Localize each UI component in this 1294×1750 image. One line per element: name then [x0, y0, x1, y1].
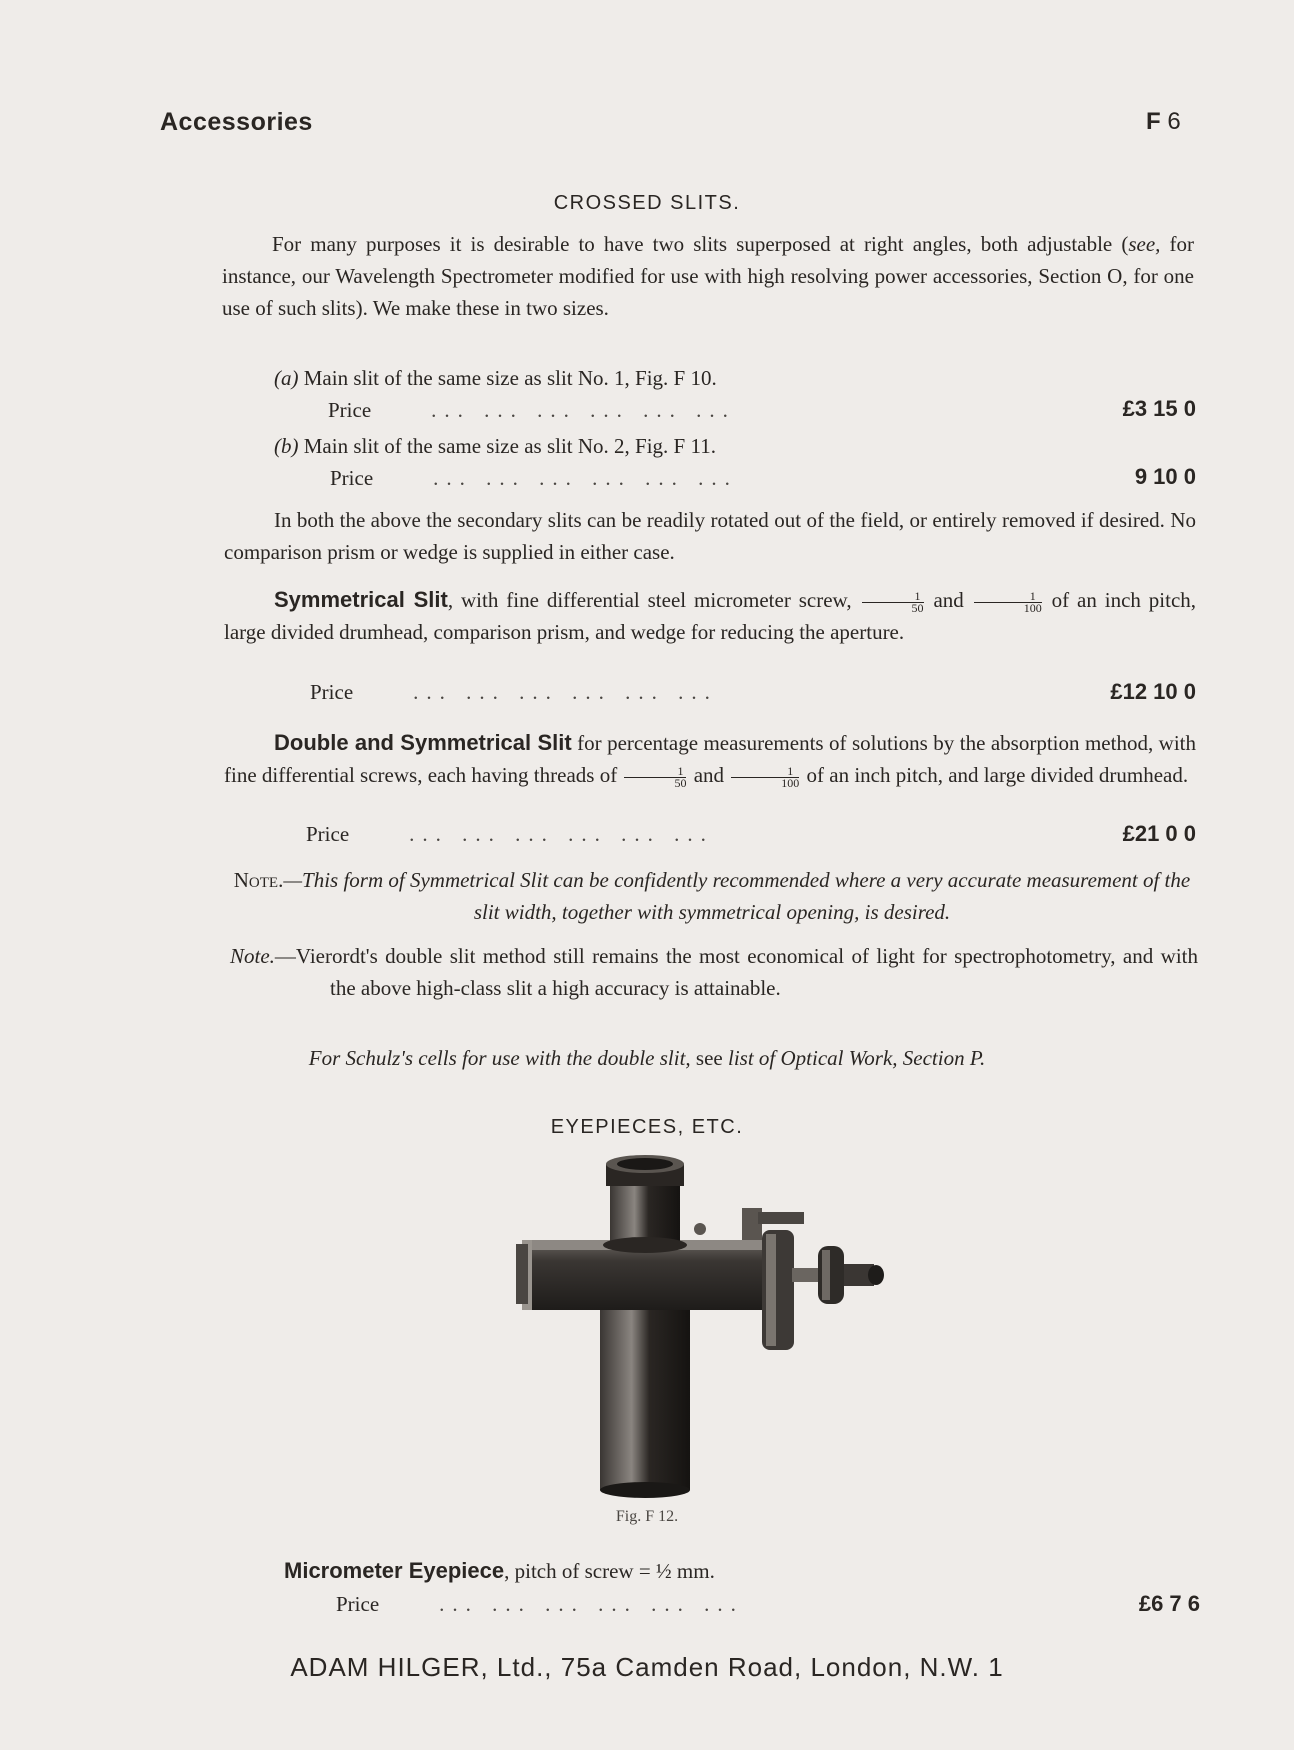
price-b: 9 10 0 [1134, 464, 1196, 489]
intro-part-1: For many purposes it is desirable to have two slits superposed at right angles, both adjustable ( [272, 232, 1129, 256]
intro-part-2: for instance, our Wavelength Spectrometer modified for use with high resolving power accessories, Section O, for one use of such slits). We make these in two sizes. [222, 232, 1194, 320]
double-slit-description [224, 727, 1196, 791]
section-heading: Accessories [160, 108, 313, 136]
price-row-b [330, 466, 1050, 491]
fraction-1-50: $\frac{1}{50}$ [624, 766, 686, 789]
price-label: Price [306, 822, 350, 846]
micrometer-eyepiece-name: Micrometer Eyepiece [284, 1558, 505, 1583]
crossed-slits-intro [222, 228, 1194, 324]
slit-option-b [274, 434, 716, 459]
fraction-1-100: $\frac{1}{100}$ [731, 766, 799, 789]
leader-dots: ... ... ... ... ... ... [439, 1592, 744, 1616]
micrometer-eyepiece-description [284, 1558, 715, 1584]
desc-part-1: , with fine differential steel micrometer screw, [447, 588, 852, 612]
fraction-1-50: $\frac{1}{50}$ [862, 591, 924, 614]
figure-caption: Fig. F 12. [615, 1508, 679, 1525]
desc-text: , pitch of screw = ½ mm. [504, 1559, 715, 1583]
price-symmetrical: £12 10 0 [1110, 679, 1196, 704]
price-row-double [306, 822, 1050, 847]
note-text: —This form of Symmetrical Slit can be confidently recommended where a very accurate measurement of the slit width, together with symmetrical opening, is desired. [283, 868, 1191, 924]
crossed-slits-closing: In both the above the secondary slits can be readily rotated out of the field, or entirely removed if desired. No comparison prism or wedge is supplied in either case. [224, 508, 1196, 564]
leader-dots: ... ... ... ... ... ... [409, 822, 714, 846]
note-label: Note. [233, 868, 284, 892]
desc-part-2: of an inch pitch, and large divided drumhead. [806, 763, 1189, 787]
and-word: and [933, 588, 964, 612]
note-label: Note. [230, 944, 275, 968]
and-word: and [693, 763, 725, 787]
ref-part-2: list of Optical Work, Section P. [727, 1046, 986, 1070]
micrometer-eyepiece-illustration [510, 1150, 930, 1500]
price-row-eyepiece [336, 1592, 1056, 1617]
price-label: Price [336, 1592, 380, 1616]
crossed-slits-title: CROSSED SLITS. [553, 192, 741, 214]
option-label: (b) [274, 434, 299, 458]
symmetrical-slit-description [224, 584, 1196, 648]
clamp-screw [694, 1223, 706, 1235]
price-row-a [328, 398, 1048, 423]
lower-tube [600, 1310, 690, 1498]
price-double: £21 0 0 [1122, 821, 1196, 846]
symmetrical-slit-name: Symmetrical Slit [274, 587, 448, 612]
option-text: Main slit of the same size as slit No. 2, Fig. F 11. [303, 434, 716, 458]
note-text: —Vierordt's double slit method still remains the most economical of light for spectrophotometry, and with the above high-class slit a high accuracy is attainable. [274, 944, 1198, 1000]
leader-dots: ... ... ... ... ... ... [413, 680, 718, 704]
price-label: Price [328, 398, 372, 422]
publisher-footer: ADAM HILGER, Ltd., 75a Camden Road, London, N.W. 1 [290, 1652, 1004, 1682]
ref-part-1: For Schulz's cells for use with the double slit, [308, 1046, 691, 1070]
schulz-cells-reference [0, 1046, 1294, 1071]
note-symmetrical-slit [230, 864, 1194, 928]
slit-option-a [274, 366, 717, 391]
leader-dots: ... ... ... ... ... ... [433, 466, 738, 490]
price-row-symmetrical [310, 680, 1050, 705]
micrometer-drum [742, 1208, 884, 1350]
desc-part-2: of an inch pitch, large divided drumhead, comparison prism, and wedge for reducing the aperture. [224, 588, 1197, 644]
desc-part-1: for percentage measurements of solutions by the absorption method, with fine differential screws, each having threads of [224, 731, 1196, 787]
price-label: Price [310, 680, 354, 704]
fraction-1-100: $\frac{1}{100}$ [974, 591, 1042, 614]
ref-see: see [690, 1046, 728, 1070]
eyepieces-title: EYEPIECES, ETC. [550, 1116, 744, 1138]
note-vierordt [230, 940, 1198, 1004]
price-a: £3 15 0 [1122, 396, 1196, 421]
page-letter: F [1146, 108, 1161, 135]
double-slit-name: Double and Symmetrical Slit [274, 730, 572, 755]
eyepiece-top [603, 1155, 687, 1253]
option-label: (a) [274, 366, 299, 390]
leader-dots: ... ... ... ... ... ... [431, 398, 736, 422]
price-eyepiece: £6 7 6 [1138, 1591, 1200, 1616]
price-label: Price [330, 466, 374, 490]
intro-see: see, [1128, 232, 1161, 256]
page-digit: 6 [1167, 108, 1181, 135]
option-text: Main slit of the same size as slit No. 1, Fig. F 10. [303, 366, 717, 390]
page-number [1146, 108, 1181, 136]
